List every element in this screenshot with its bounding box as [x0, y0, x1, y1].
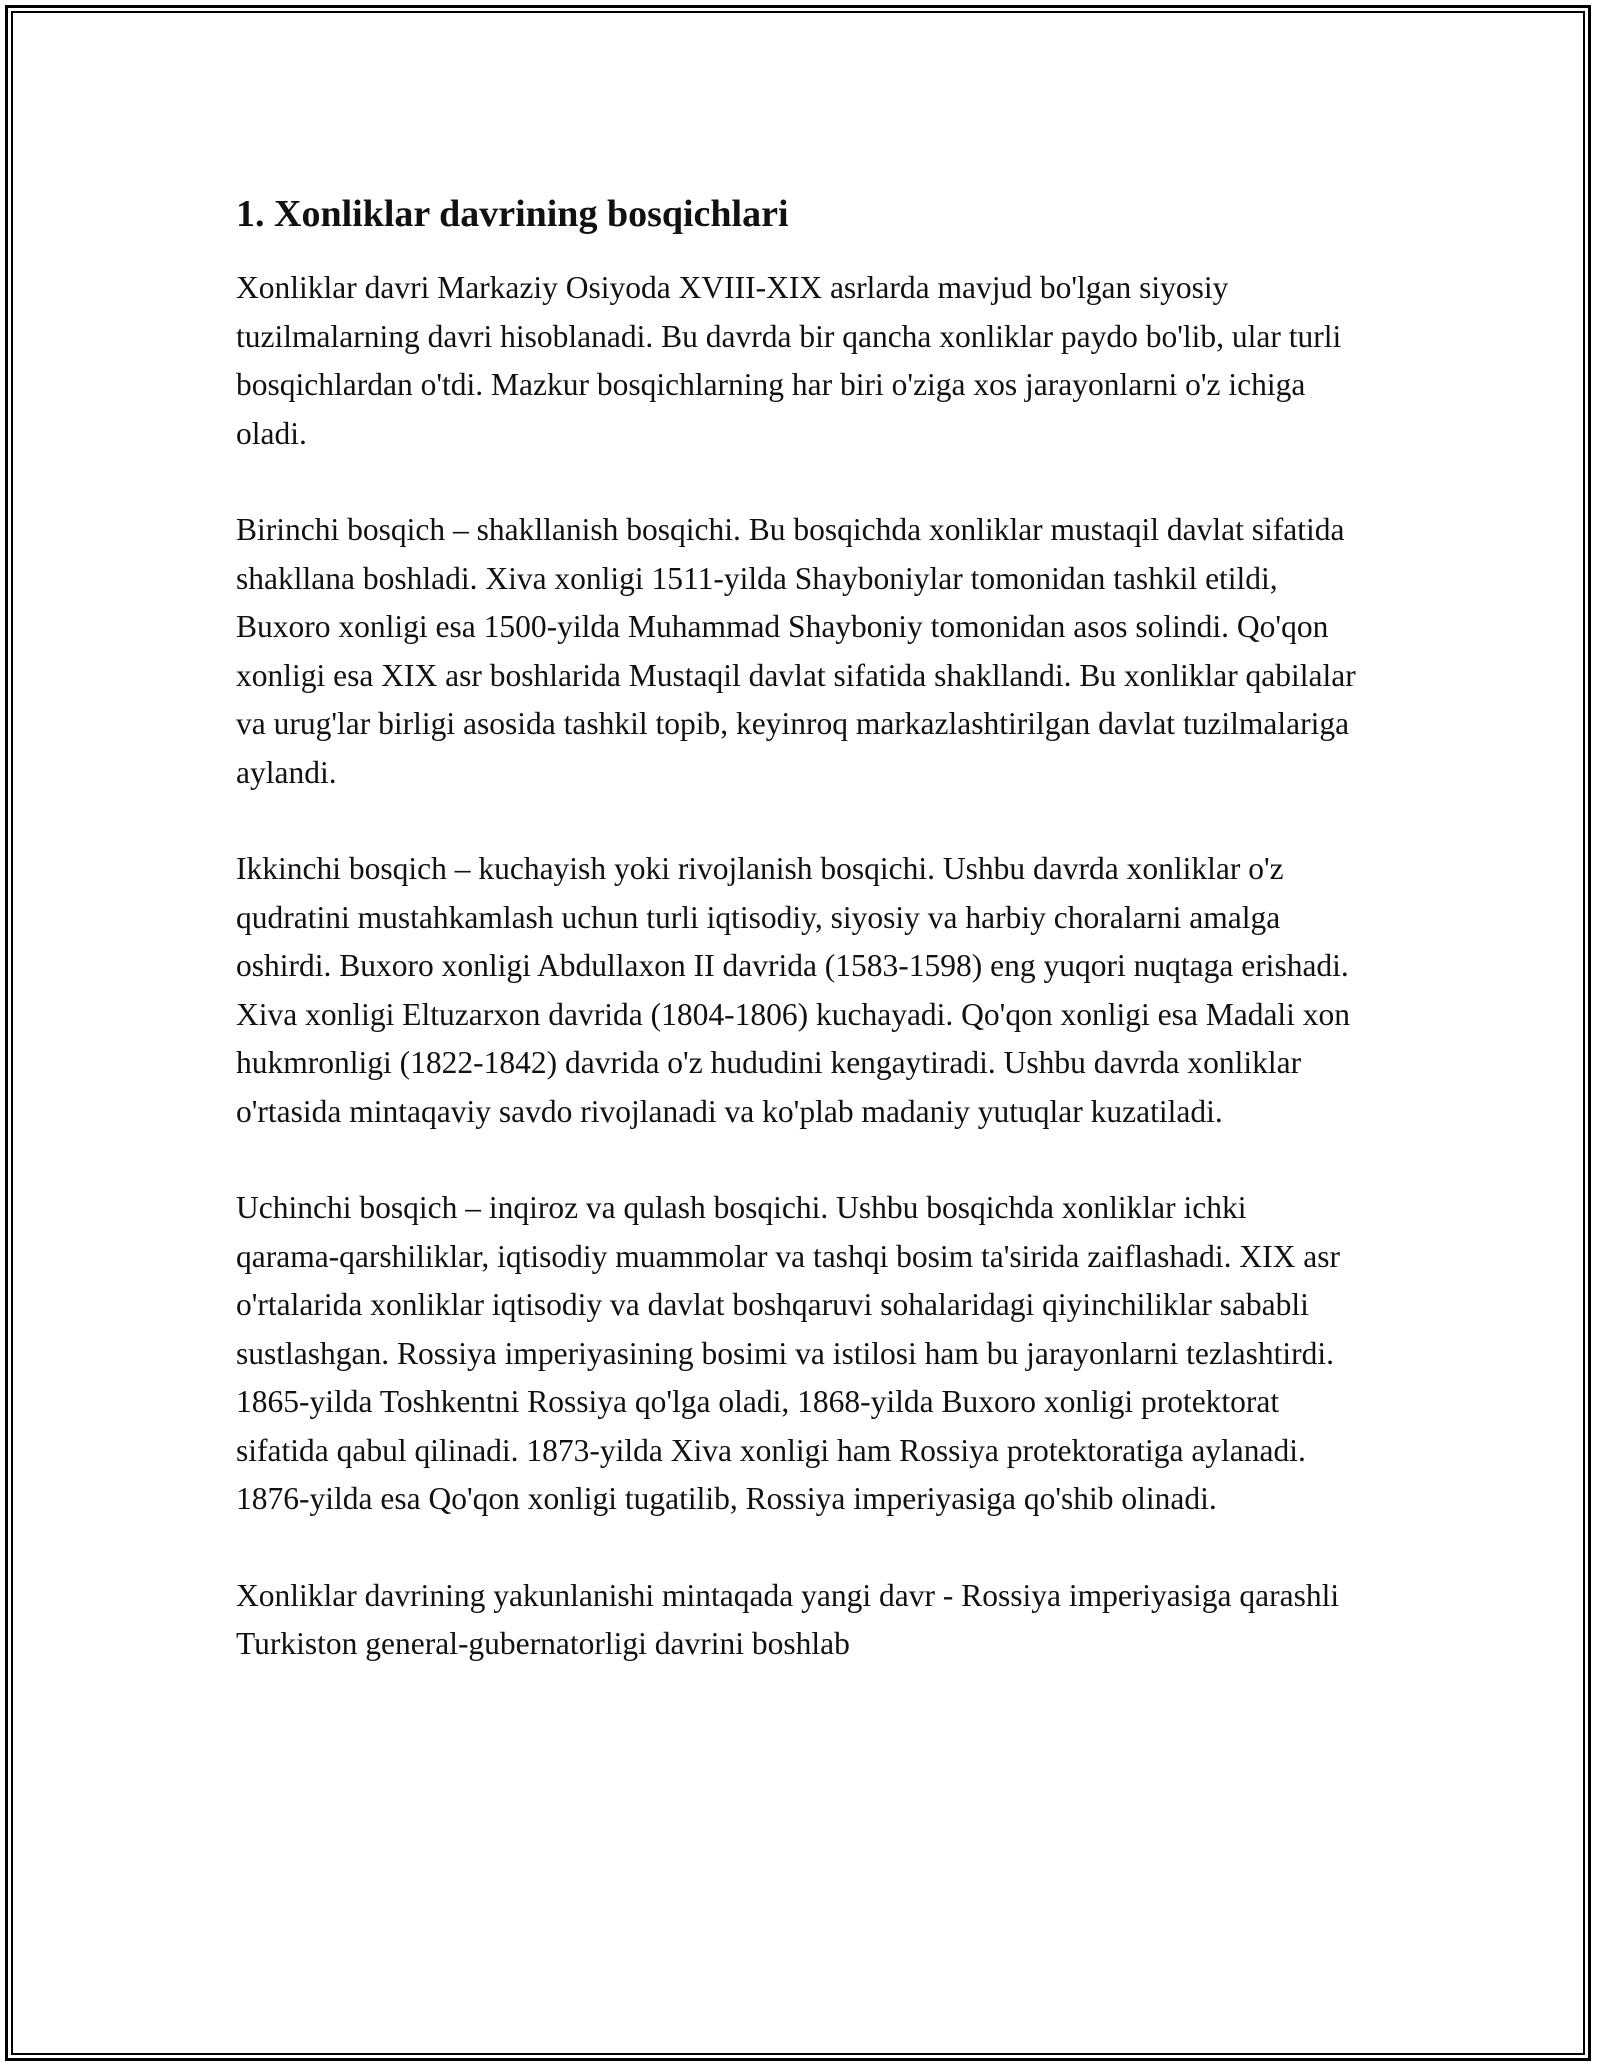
- section-heading: 1. Xonliklar davrining bosqichlari: [236, 193, 789, 235]
- intro-paragraph: Xonliklar davri Markaziy Osiyoda XVIII-XIX asrlarda mavjud bo'lgan siyosiy tuzilmalarning davri hisoblanadi. Bu davrda bir qancha xonliklar paydo bo'lib, ular turli bosqichlardan o'tdi. Mazkur bosqichlarning har biri o'ziga xos jarayonlarni o'z ichiga oladi.: [236, 270, 1342, 451]
- first-stage-paragraph: Birinchi bosqich – shakllanish bosqichi. Bu bosqichda xonliklar mustaqil davlat sifatida shakllana boshladi. Xiva xonligi 1511-yilda Shayboniylar tomonidan tashkil etildi, Buxoro xonligi esa 1500-yilda Muhammad Shayboniy tomonidan asos solindi. Qo'qon xonligi esa XIX asr boshlarida Mustaqil davlat sifatida shakllandi. Bu xonliklar qabilalar va urug'lar birligi asosida tashkil topib, keyinroq markazlashtirilgan davlat tuzilmalariga aylandi.: [236, 512, 1356, 790]
- second-stage-paragraph: Ikkinchi bosqich – kuchayish yoki rivojlanish bosqichi. Ushbu davrda xonliklar o'z qudratini mustahkamlash uchun turli iqtisodiy, siyosiy va harbiy choralarni amalga oshirdi. Buxoro xonligi Abdullaxon II davrida (1583-1598) eng yuqori nuqtaga erishadi. Xiva xonligi Eltuzarxon davrida (1804-1806) kuchayadi. Qo'qon xonligi esa Madali xon hukmronligi (1822-1842) davrida o'z hududini kengaytiradi. Ushbu davrda xonliklar o'rtasida mintaqaviy savdo rivojlanadi va ko'plab madaniy yutuqlar kuzatiladi.: [236, 851, 1351, 1129]
- document-body: [236, 186, 1356, 1669]
- conclusion-paragraph: Xonliklar davrining yakunlanishi mintaqada yangi davr - Rossiya imperiyasiga qarashli Turkiston general-gubernatorligi davrini boshlab: [236, 1577, 1340, 1661]
- third-stage-paragraph: Uchinchi bosqich – inqiroz va qulash bosqichi. Ushbu bosqichda xonliklar ichki qarama-qarshiliklar, iqtisodiy muammolar va tashqi bosim ta'sirida zaiflashadi. XIX asr o'rtalarida xonliklar iqtisodiy va davlat boshqaruvi sohalaridagi qiyinchiliklar sababli sustlashgan. Rossiya imperiyasining bosimi va istilosi ham bu jarayonlarni tezlashtirdi. 1865-yilda Toshkentni Rossiya qo'lga oladi, 1868-yilda Buxoro xonligi protektorat sifatida qabul qilinadi. 1873-yilda Xiva xonligi ham Rossiya protektoratiga aylanadi. 1876-yilda esa Qo'qon xonligi tugatilib, Rossiya imperiyasiga qo'shib olinadi.: [236, 1190, 1340, 1516]
